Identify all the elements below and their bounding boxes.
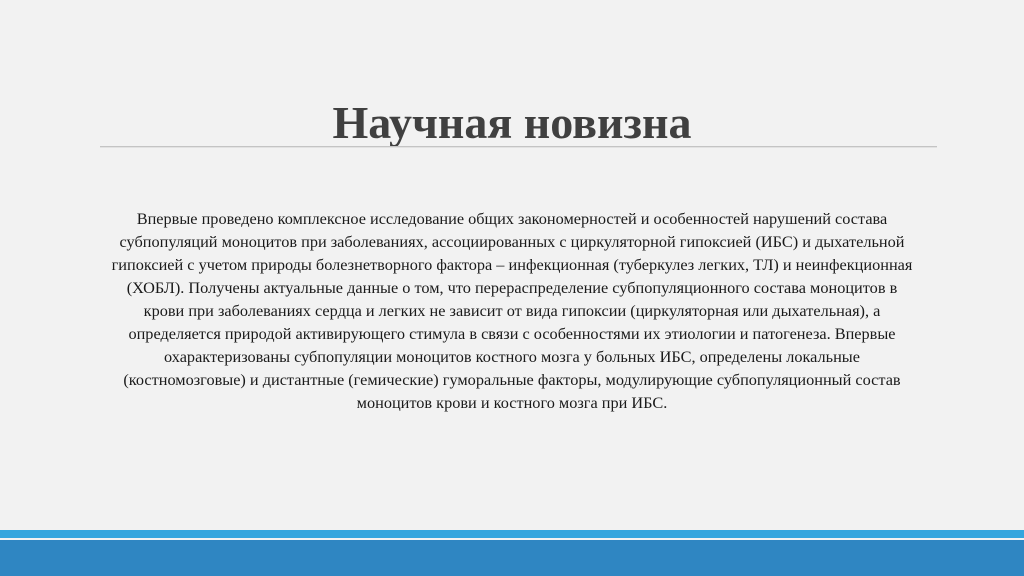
footer-accent-strip bbox=[0, 530, 1024, 538]
body-line: моноцитов крови и костного мозга при ИБС. bbox=[356, 393, 668, 412]
body-line: определяется природой активирующего стимула в связи с особенностями их этиологии и патогенеза. Впервые bbox=[128, 324, 896, 343]
footer-bar bbox=[0, 540, 1024, 576]
body-line: субпопуляций моноцитов при заболеваниях, ассоциированных с циркуляторной гипоксией (ИБС) и дыхательной bbox=[119, 232, 905, 251]
body-line: (ХОБЛ). Получены актуальные данные о том, что перераспределение субпопуляционного состава моноцитов в bbox=[126, 278, 898, 297]
title-underline-shadow bbox=[100, 147, 937, 148]
body-line: охарактеризованы субпопуляции моноцитов костного мозга у больных ИБС, определены локальные bbox=[164, 347, 860, 366]
body-line: (костномозговые) и дистантные (гемические) гуморальные факторы, модулирующие субпопуляционный состав bbox=[123, 370, 901, 389]
slide-title: Научная новизна bbox=[332, 97, 692, 148]
body-paragraph bbox=[30, 207, 994, 414]
body-line: Впервые проведено комплексное исследование общих закономерностей и особенностей нарушений состава bbox=[136, 209, 888, 228]
body-line: крови при заболеваниях сердца и легких не зависит от вида гипоксии (циркуляторная или дыхательная), а bbox=[143, 301, 881, 320]
body-line: гипоксией с учетом природы болезнетворного фактора – инфекционная (туберкулез легких, ТЛ) и неинфекционная bbox=[111, 255, 913, 274]
